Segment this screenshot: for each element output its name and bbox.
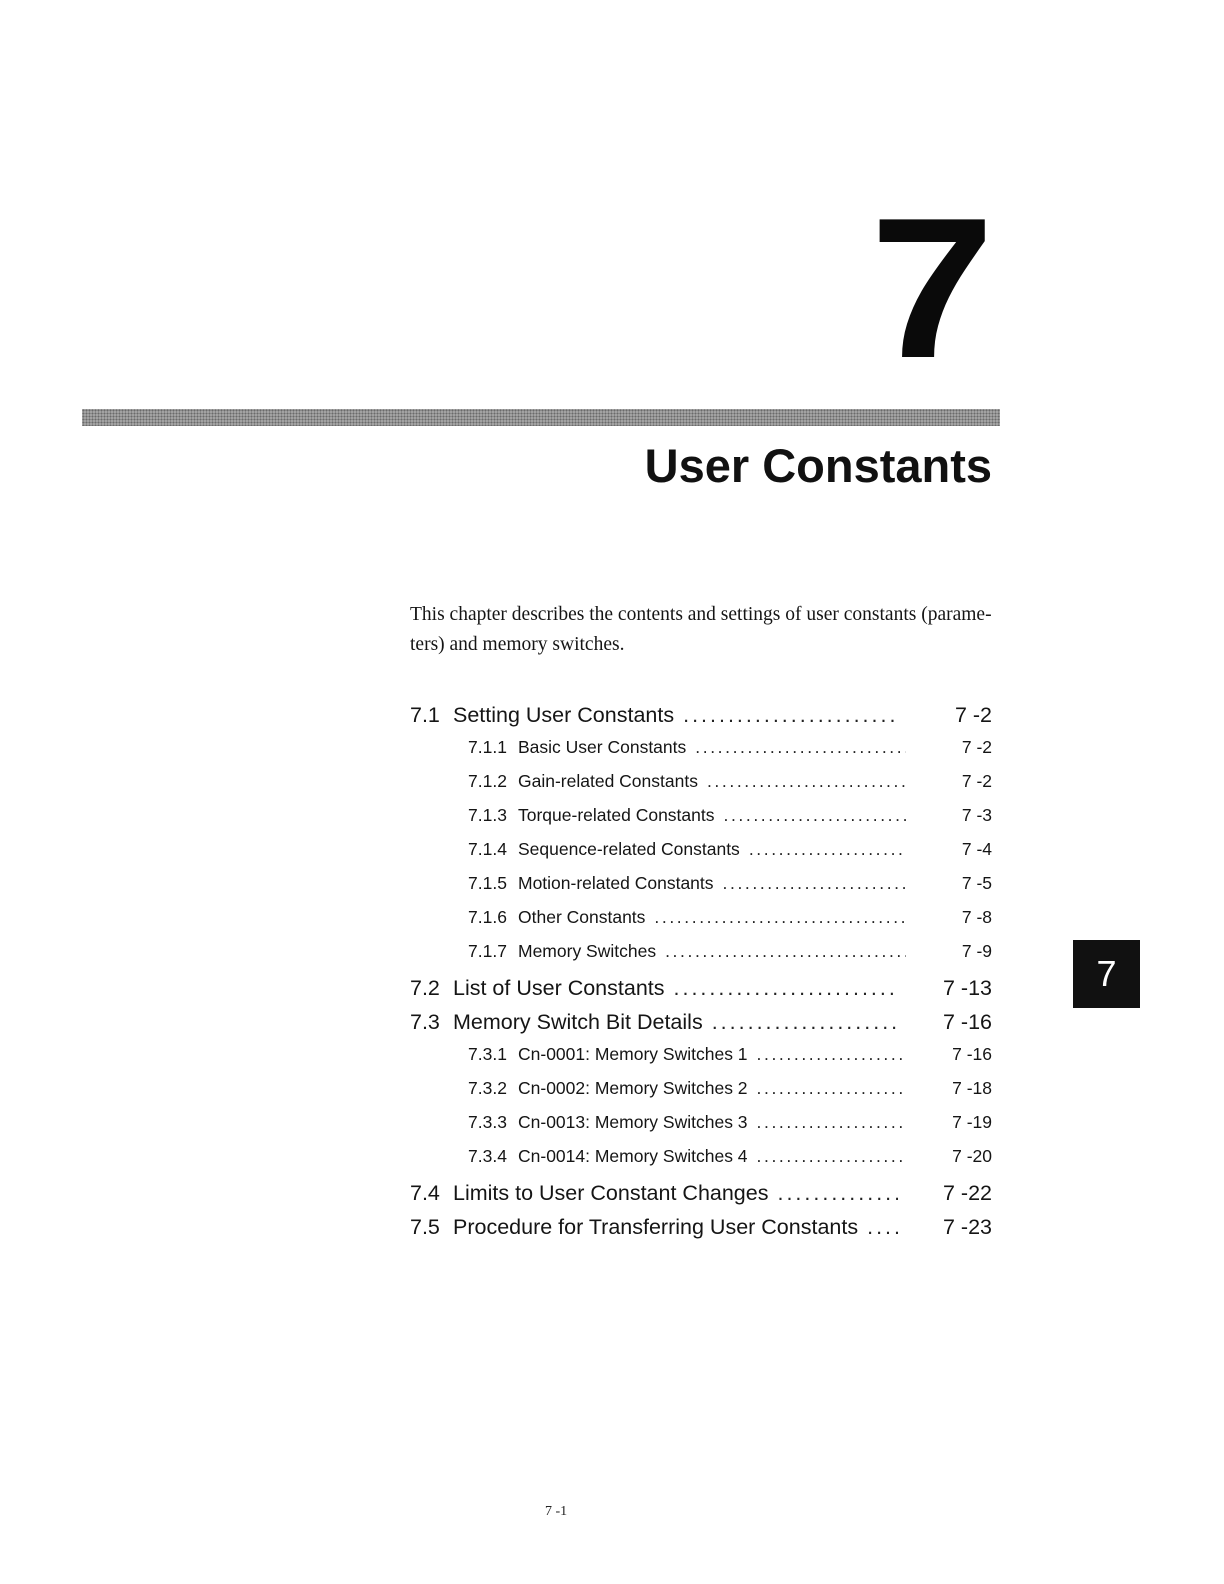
toc-entry-number: 7.1.2 bbox=[468, 771, 507, 791]
toc-entry bbox=[410, 1105, 992, 1139]
toc-entry bbox=[410, 1005, 992, 1039]
toc-entry-number: 7.1.1 bbox=[468, 737, 507, 757]
toc-entry bbox=[410, 798, 992, 832]
toc-entry bbox=[410, 832, 992, 866]
chapter-intro bbox=[410, 600, 992, 660]
toc-entry-title: Memory Switches bbox=[518, 941, 657, 961]
toc-entry bbox=[410, 1037, 992, 1071]
toc-entry-number: 7.2 bbox=[410, 976, 440, 1000]
toc-entry-page: 7 -3 bbox=[961, 805, 992, 825]
chapter-number: 7 bbox=[870, 177, 995, 400]
toc-entry-page: 7 -16 bbox=[942, 1010, 992, 1034]
toc-entry-page: 7 -2 bbox=[961, 737, 992, 757]
toc-entry-page: 7 -22 bbox=[942, 1181, 992, 1205]
toc-leader-dots bbox=[683, 698, 898, 732]
toc-entry-page: 7 -5 bbox=[961, 873, 992, 893]
toc-leader-dots bbox=[757, 1071, 906, 1105]
toc-entry-title: Other Constants bbox=[518, 907, 646, 927]
toc-entry bbox=[410, 1210, 992, 1244]
toc-entry-title: Basic User Constants bbox=[518, 737, 687, 757]
toc-entry bbox=[410, 1071, 992, 1105]
toc-entry-title: Cn-0001: Memory Switches 1 bbox=[518, 1044, 748, 1064]
toc-entry bbox=[410, 971, 992, 1005]
chapter-title: User Constants bbox=[644, 439, 992, 492]
toc-entry-title: Memory Switch Bit Details bbox=[453, 1010, 703, 1034]
toc-entry bbox=[410, 698, 992, 732]
toc-entry bbox=[410, 1139, 992, 1173]
toc-entry bbox=[410, 866, 992, 900]
toc-entry-number: 7.5 bbox=[410, 1215, 440, 1239]
toc-leader-dots bbox=[777, 1176, 898, 1210]
toc-entry-title: Limits to User Constant Changes bbox=[453, 1181, 769, 1205]
toc-entry-title: Setting User Constants bbox=[453, 703, 675, 727]
toc-entry-number: 7.1.5 bbox=[468, 873, 507, 893]
page-number: 7 -1 bbox=[545, 1504, 568, 1519]
toc-leader-dots bbox=[757, 1037, 906, 1071]
toc-leader-dots bbox=[712, 1005, 898, 1039]
toc-entry-page: 7 -4 bbox=[961, 839, 992, 859]
toc-leader-dots bbox=[867, 1210, 898, 1244]
toc-entry bbox=[410, 900, 992, 934]
toc-entry-page: 7 -18 bbox=[952, 1078, 992, 1098]
toc-entry bbox=[410, 934, 992, 968]
toc-leader-dots bbox=[654, 900, 906, 934]
toc-entry-title: Torque-related Constants bbox=[518, 805, 715, 825]
toc-entry-number: 7.1.3 bbox=[468, 805, 507, 825]
toc-entry-page: 7 -20 bbox=[952, 1146, 992, 1166]
toc-leader-dots bbox=[707, 764, 906, 798]
toc-entry-number: 7.4 bbox=[410, 1181, 440, 1205]
toc-entry-title: Cn-0013: Memory Switches 3 bbox=[518, 1112, 748, 1132]
toc-entry-title: Cn-0002: Memory Switches 2 bbox=[518, 1078, 748, 1098]
toc-entry-title: Procedure for Transferring User Constants bbox=[453, 1215, 859, 1239]
toc-entry-number: 7.3.4 bbox=[468, 1146, 507, 1166]
toc-leader-dots bbox=[757, 1139, 906, 1173]
toc-entry-number: 7.1.6 bbox=[468, 907, 507, 927]
toc-entry-page: 7 -2 bbox=[954, 703, 992, 727]
thumb-tab-number: 7 bbox=[1096, 953, 1117, 994]
toc-entry-page: 7 -2 bbox=[961, 771, 992, 791]
toc-entry-page: 7 -9 bbox=[961, 941, 992, 961]
toc-entry bbox=[410, 1176, 992, 1210]
chapter-title-bar bbox=[82, 409, 1000, 426]
toc-leader-dots bbox=[757, 1105, 906, 1139]
toc-entry-title: Cn-0014: Memory Switches 4 bbox=[518, 1146, 748, 1166]
toc-entry-number: 7.1.7 bbox=[468, 941, 507, 961]
toc-entry-page: 7 -19 bbox=[952, 1112, 992, 1132]
toc-entry-title: Motion-related Constants bbox=[518, 873, 714, 893]
toc-entry-number: 7.3 bbox=[410, 1010, 440, 1034]
toc-leader-dots bbox=[724, 798, 907, 832]
toc-entry-page: 7 -13 bbox=[942, 976, 992, 1000]
toc-entry-title: List of User Constants bbox=[453, 976, 665, 1000]
toc-entry-page: 7 -23 bbox=[942, 1215, 992, 1239]
toc-leader-dots bbox=[695, 730, 906, 764]
toc-entry-title: Gain-related Constants bbox=[518, 771, 698, 791]
toc-entry-number: 7.3.2 bbox=[468, 1078, 507, 1098]
toc-entry-number: 7.1 bbox=[410, 703, 440, 727]
toc-leader-dots bbox=[674, 971, 898, 1005]
intro-line: This chapter describes the contents and settings of user constants (parame- bbox=[410, 604, 992, 625]
toc-entry-number: 7.1.4 bbox=[468, 839, 507, 859]
toc-leader-dots bbox=[723, 866, 906, 900]
intro-line: ters) and memory switches. bbox=[410, 634, 625, 655]
toc-leader-dots bbox=[665, 934, 906, 968]
toc-entry-page: 7 -8 bbox=[961, 907, 992, 927]
toc-entry-number: 7.3.1 bbox=[468, 1044, 507, 1064]
toc-entry-title: Sequence-related Constants bbox=[518, 839, 740, 859]
toc-entry bbox=[410, 730, 992, 764]
toc-entry bbox=[410, 764, 992, 798]
chapter-thumb-tab bbox=[1073, 940, 1140, 1008]
table-of-contents bbox=[410, 698, 992, 1244]
toc-entry-page: 7 -16 bbox=[952, 1044, 992, 1064]
toc-leader-dots bbox=[749, 832, 906, 866]
toc-entry-number: 7.3.3 bbox=[468, 1112, 507, 1132]
